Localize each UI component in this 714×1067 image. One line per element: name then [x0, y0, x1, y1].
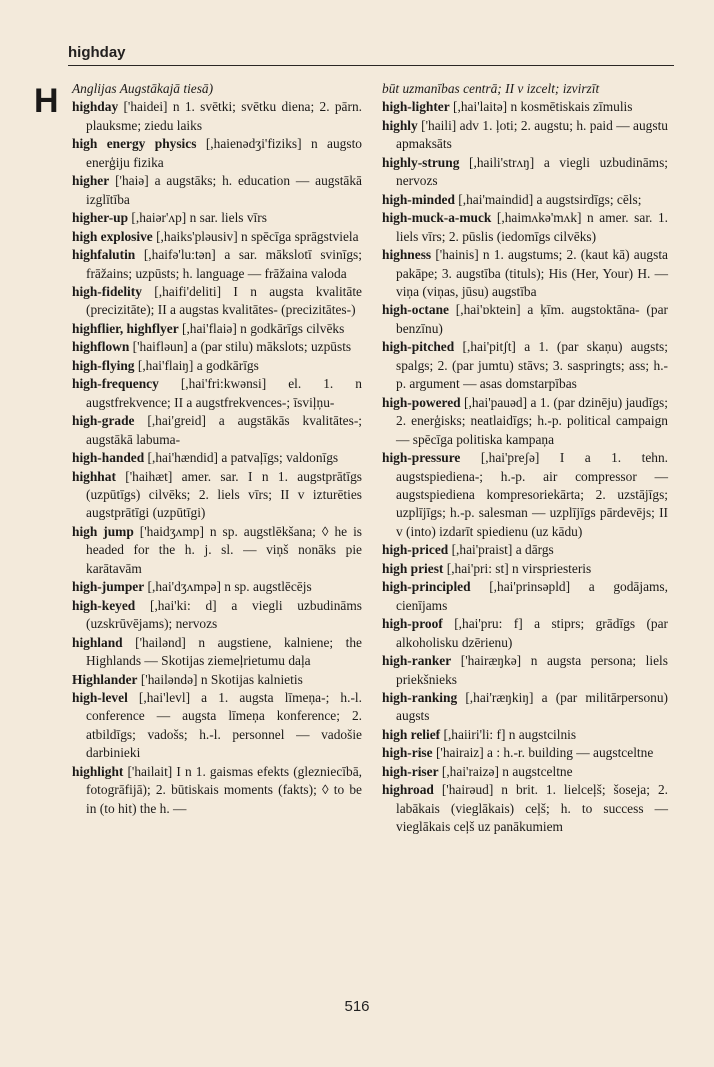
entry-definition: [,hai'laitə] n kosmētiskais zīmulis: [449, 99, 633, 115]
section-letter: H: [34, 82, 59, 120]
entry-headword: high-flying: [72, 357, 135, 373]
dictionary-entry: [72, 634, 362, 671]
entry-headword: high-ranking: [382, 689, 458, 705]
entry-definition: [,hai'praist] a dārgs: [448, 542, 554, 558]
dictionary-entry: [382, 394, 668, 449]
entry-headword: highflier, highflyer: [72, 320, 179, 336]
entry-definition: būt uzmanības centrā; II v izcelt; izvirzīt: [382, 81, 600, 96]
dictionary-entry: [382, 80, 668, 98]
entry-definition: [,hai'ræŋkiŋ] a (par militārpersonu) augsts: [396, 689, 668, 724]
dictionary-entry: [382, 560, 668, 578]
entry-definition: ['hairaiz] a : h.-r. building — augstceltne: [432, 745, 654, 761]
entry-headword: high-priced: [382, 542, 449, 558]
dictionary-entry: [72, 375, 362, 412]
entry-definition: [,hai'pitʃt] a 1. (par skaņu) augsts; spalgs; 2. (par jumtu) stāvs; 3. saspringts; ass; h.-p. argument — asas domstarpības: [396, 339, 668, 392]
entry-definition: ['hainis] n 1. augstums; 2. (kaut kā) augsta pakāpe; 3. augstība (tituls); His (Her, Your) H. — viņa (viņas, jūsu) augstība: [396, 247, 668, 299]
dictionary-entry: [72, 468, 362, 523]
entry-headword: high-powered: [382, 394, 461, 410]
entry-headword: highfalutin: [72, 247, 136, 263]
dictionary-entry: [382, 744, 668, 762]
entry-headword: high-rise: [382, 745, 433, 761]
entry-headword: high-principled: [382, 579, 471, 595]
entry-headword: high-grade: [72, 413, 135, 429]
dictionary-entry: [72, 283, 362, 320]
dictionary-entry: [72, 449, 362, 467]
entry-definition: [,haienədʒi'fiziks] n augsto enerģiju fizika: [86, 136, 362, 170]
entry-headword: high explosive: [72, 228, 153, 244]
entry-definition: [,hai'pauəd] a 1. (par dzinēju) jaudīgs; 2. enerģisks; neatlaidīgs; h.-p. political campaign — spēcīga politiska kampaņa: [396, 394, 668, 447]
entry-definition: [,haimʌkə'mʌk] n amer. sar. 1. liels vīrs; 2. pūslis (iedomīgs cilvēks): [396, 210, 668, 244]
entry-definition: Anglijas Augstākajā tiesā): [72, 81, 214, 96]
entry-headword: high-proof: [382, 616, 443, 632]
entry-definition: [,haiər'ʌp] n sar. liels vīrs: [128, 210, 267, 226]
dictionary-entry: [72, 98, 362, 135]
entry-definition: [,haifi'deliti] I n augsta kvalitāte (precizitāte); II a augstas kvalitātes- (precizitātes-): [86, 283, 362, 318]
entry-definition: ['haili] adv 1. ļoti; 2. augstu; h. paid — augstu apmaksāts: [396, 117, 668, 152]
entry-definition: [,hai'ki: d] a viegli uzbudināms (uzskrūvējams); nervozs: [86, 597, 362, 632]
entry-definition: ['haidei] n 1. svētki; svētku diena; 2. pārn. plauksme; ziedu laiks: [86, 99, 362, 133]
entry-headword: high-fidelity: [72, 283, 142, 299]
entry-headword: high priest: [382, 560, 444, 576]
entry-headword: highland: [72, 634, 123, 650]
dictionary-entry: [72, 578, 362, 596]
dictionary-entry: [382, 338, 668, 393]
dictionary-entry: [72, 209, 362, 227]
entry-headword: high relief: [382, 726, 441, 742]
entry-definition: ['hailənd] n augstiene, kalniene; the Highlands — Skotijas ziemeļrietumu daļa: [86, 634, 362, 669]
entry-headword: high-pitched: [382, 339, 455, 355]
entry-definition: [,haiiri'li: f] n augstcilnis: [440, 726, 577, 742]
right-column: [382, 80, 668, 837]
guide-word: highday: [68, 44, 126, 61]
dictionary-entry: [382, 209, 668, 246]
entry-definition: [,hai'ɒktein] a ķīm. augstoktāna- (par benzīnu): [396, 302, 668, 336]
entry-definition: ['hairəud] n brit. 1. lielceļš; šoseja; 2. labākais (vieglākais) ceļš; h. to success — vieglākais ceļš uz panākumiem: [396, 782, 668, 835]
entry-definition: [,haifə'lu:tən] a sar. mākslotī svinīgs; frāžains; uzpūsts; h. language — frāžaina valoda: [86, 247, 362, 281]
entry-definition: [,haiks'pləusiv] n spēcīga sprāgstviela: [152, 228, 359, 244]
entry-headword: highhat: [72, 468, 116, 484]
dictionary-entry: [382, 781, 668, 836]
entry-headword: high-pressure: [382, 450, 461, 466]
entry-headword: high-octane: [382, 302, 449, 318]
entry-headword: high-muck-a-muck: [382, 210, 492, 226]
entry-definition: [,haili'strʌŋ] a viegli uzbudināms; nervozs: [396, 154, 668, 189]
entry-headword: higher-up: [72, 210, 129, 226]
dictionary-entry: [382, 578, 668, 615]
left-column: [72, 80, 362, 818]
entry-headword: highday: [72, 99, 119, 115]
dictionary-entry: [72, 338, 362, 356]
entry-headword: highlight: [72, 763, 124, 779]
entry-headword: high-minded: [382, 191, 455, 207]
dictionary-entry: [72, 228, 362, 246]
entry-definition: [,hai'raizə] n augstceltne: [438, 763, 573, 779]
entry-headword: high-ranker: [382, 653, 452, 669]
entry-definition: ['haihæt] amer. sar. I n 1. augstprātīgs (uzpūtīgs) cilvēks; 2. liels vīrs; II v izturēties augstprātīgi (uzpūtīgi): [86, 468, 362, 521]
dictionary-entry: [72, 763, 362, 818]
entry-headword: high-jumper: [72, 579, 145, 595]
entry-definition: [,hai'preʃə] I a 1. tehn. augstspiediena-; h.-p. air compressor — augstspiediena kompresoriekārta; 2. uzstājīgs; uzplījīgs; h.-p. salesman — uzplījīgs pārdevējs; II v (into) izdarīt spiedienu (uz kādu): [396, 450, 668, 539]
entry-headword: high-lighter: [382, 99, 450, 115]
entry-headword: high-riser: [382, 763, 439, 779]
running-header: [68, 44, 674, 66]
entry-definition: ['haifləun] a (par stilu) mākslots; uzpūsts: [129, 339, 352, 355]
dictionary-entry: [382, 652, 668, 689]
dictionary-entry: [382, 449, 668, 541]
dictionary-entry: [72, 357, 362, 375]
entry-headword: high-keyed: [72, 597, 136, 613]
entry-headword: high-handed: [72, 450, 145, 466]
entry-definition: [,hai'maindid] a augstsirdīgs; cēls;: [454, 191, 642, 207]
entry-definition: [,hai'flaiŋ] a godkārīgs: [134, 357, 259, 373]
entry-definition: ['hailəndə] n Skotijas kalnietis: [137, 671, 303, 687]
entry-definition: [,hai'hændid] a patvaļīgs; valdonīgs: [144, 450, 339, 466]
entry-definition: [,hai'pru: f] a stiprs; grādīgs (par alkoholisku dzērienu): [396, 616, 668, 650]
dictionary-entry: [382, 191, 668, 209]
entry-definition: [,hai'dʒʌmpə] n sp. augstlēcējs: [144, 579, 312, 595]
dictionary-entry: [382, 98, 668, 116]
dictionary-entry: [382, 154, 668, 191]
entry-definition: [,hai'pri: st] n virspriesteris: [443, 560, 592, 576]
entry-headword: Highlander: [72, 671, 138, 687]
entry-definition: [,hai'levl] a 1. augsta līmeņa-; h.-l. conference — augsta līmeņa konference; 2. atbildīgs; vadošs; h.-l. personnel — vadošie darbinieki: [86, 689, 362, 761]
dictionary-entry: [72, 523, 362, 578]
entry-headword: high energy physics: [72, 136, 197, 152]
entry-headword: high-frequency: [72, 376, 159, 392]
entry-headword: highness: [382, 247, 432, 263]
entry-headword: highly-strung: [382, 154, 460, 170]
dictionary-entry: [72, 597, 362, 634]
entry-headword: higher: [72, 173, 110, 189]
dictionary-entry: [72, 80, 362, 98]
dictionary-entry: [382, 615, 668, 652]
dictionary-entry: [382, 301, 668, 338]
entry-definition: ['haiə] a augstāks; h. education — augstākā izglītība: [86, 173, 362, 207]
entry-headword: high jump: [72, 523, 134, 539]
entry-definition: [,hai'prinsəpld] a godājams, cienījams: [396, 579, 668, 613]
dictionary-entry: [72, 689, 362, 763]
dictionary-entry: [382, 689, 668, 726]
dictionary-entry: [72, 246, 362, 283]
dictionary-entry: [72, 135, 362, 172]
entry-headword: highflown: [72, 339, 130, 355]
dictionary-entry: [382, 541, 668, 559]
page-number: 516: [344, 998, 370, 1015]
dictionary-entry: [382, 246, 668, 301]
entry-definition: [,hai'fri:kwənsi] el. 1. n augstfrekvence; II a augstfrekvences-; īsviļņu-: [86, 376, 362, 410]
entry-definition: ['haidʒʌmp] n sp. augstlēkšana; ◊ he is headed for the h. j. sl. — viņš nonāks pie karātavām: [86, 523, 363, 576]
entry-headword: highroad: [382, 782, 434, 798]
dictionary-entry: [72, 412, 362, 449]
dictionary-entry: [382, 763, 668, 781]
entry-definition: [,hai'flaiə] n godkārīgs cilvēks: [178, 320, 345, 336]
entry-definition: ['hailait] I n 1. gaismas efekts (glezniecībā, fotogrāfijā); 2. būtiskais moments (fakts); ◊ to be in (to hit) the h. —: [86, 763, 362, 816]
entry-headword: high-level: [72, 689, 128, 705]
dictionary-entry: [382, 726, 668, 744]
entry-headword: highly: [382, 117, 418, 133]
dictionary-entry: [72, 320, 362, 338]
entry-definition: ['hairæŋkə] n augsta persona; liels priekšnieks: [396, 653, 668, 687]
dictionary-entry: [72, 671, 362, 689]
dictionary-entry: [72, 172, 362, 209]
dictionary-entry: [382, 117, 668, 154]
entry-definition: [,hai'greid] a augstākās kvalitātes-; augstākā labuma-: [86, 413, 362, 447]
